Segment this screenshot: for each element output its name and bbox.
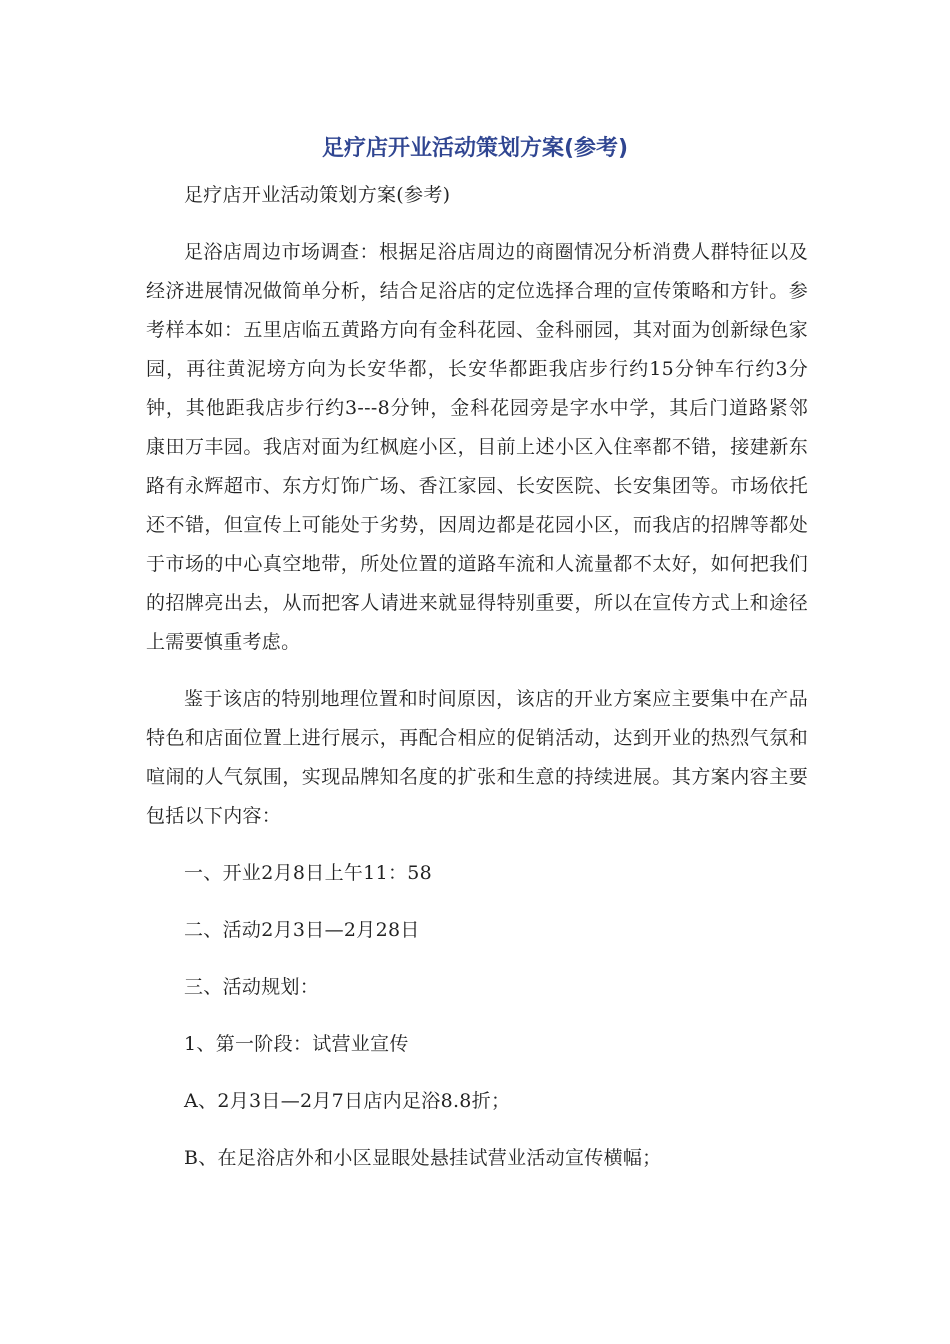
document-body [146,176,808,1178]
activity-plan-heading: 三、活动规划： [184,976,320,998]
market-survey-paragraph: 足浴店周边市场调查：根据足浴店周边的商圈情况分析消费人群特征以及经济进展情况做简单分析，结合足浴店的定位选择合理的宣传策略和方针。参考样本如：五里店临五黄路方向有金科花园、金科丽园，其对面为创新绿色家园，再往黄泥塝方向为长安华都，长安华都距我店步行约15分钟车行约3分钟，其他距我店步行约3---8分钟，金科花园旁是字水中学，其后门道路紧邻康田万丰园。我店对面为红枫庭小区，目前上述小区入住率都不错，接建新东路有永辉超市、东方灯饰广场、香江家园、长安医院、长安集团等。市场依托还不错，但宣传上可能处于劣势，因周边都是花园小区，而我店的招牌等都处于市场的中心真空地带，所处位置的道路车流和人流量都不太好，如何把我们的招牌亮出去，从而把客人请进来就显得特别重要，所以在宣传方式上和途径上需要慎重考虑。 [146,241,808,653]
document-title: 足疗店开业活动策划方案(参考) [321,136,629,161]
list-item-b: B、在足浴店外和小区显眼处悬挂试营业活动宣传横幅； [184,1147,662,1169]
opening-date-item: 一、开业2月8日上午11：58 [184,862,433,884]
subtitle-paragraph: 足疗店开业活动策划方案(参考) [184,184,451,206]
activity-period-item: 二、活动2月3日—2月28日 [184,919,420,941]
phase-one-heading: 1、第一阶段：试营业宣传 [184,1033,409,1055]
plan-overview-paragraph: 鉴于该店的特别地理位置和时间原因，该店的开业方案应主要集中在产品特色和店面位置上进行展示，再配合相应的促销活动，达到开业的热烈气氛和喧闹的人气氛围，实现品牌知名度的扩张和生意的持续进展。其方案内容主要包括以下内容： [146,688,808,827]
list-item-a: A、2月3日—2月7日店内足浴8.8折； [184,1090,511,1112]
